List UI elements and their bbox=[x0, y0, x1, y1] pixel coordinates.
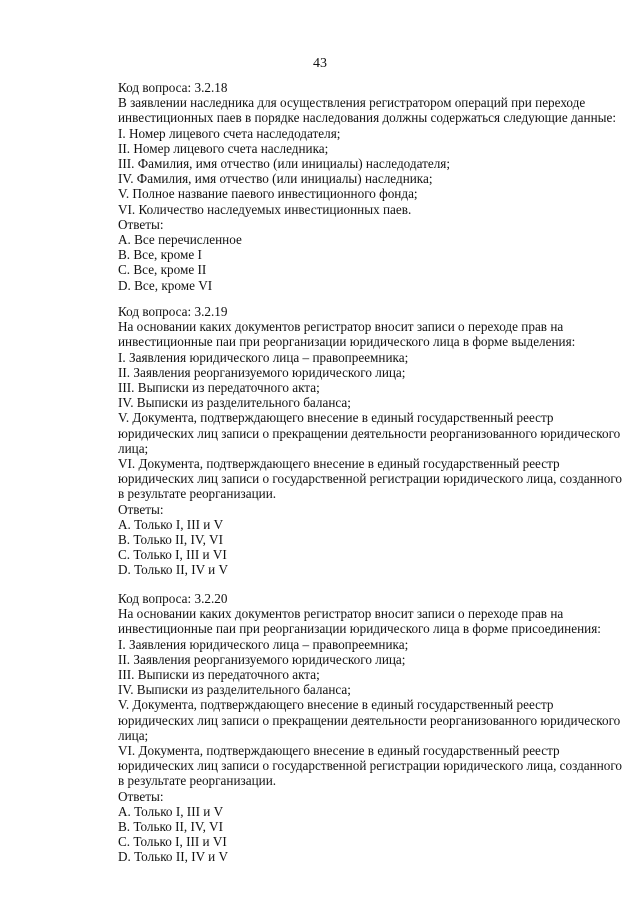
question-item: I. Номер лицевого счета наследодателя; bbox=[118, 125, 341, 141]
question-item: II. Заявления реорганизуемого юридического лица; bbox=[118, 364, 406, 380]
question-item: юридических лиц записи о государственной регистрации юридического лица, созданного bbox=[118, 758, 623, 774]
question-item: II. Номер лицевого счета наследника; bbox=[118, 140, 329, 156]
question-item: IV. Выписки из разделительного баланса; bbox=[118, 682, 351, 698]
page-number: 43 bbox=[313, 56, 327, 71]
question-item: I. Заявления юридического лица – правопреемника; bbox=[118, 349, 409, 365]
answer-option: C. Только I, III и VI bbox=[118, 834, 227, 850]
question-item: юридических лиц записи о государственной регистрации юридического лица, созданного bbox=[118, 471, 623, 487]
answer-option: C. Только I, III и VI bbox=[118, 547, 227, 563]
question-item: VI. Количество наследуемых инвестиционных паев. bbox=[118, 201, 412, 217]
question-item: IV. Выписки из разделительного баланса; bbox=[118, 395, 351, 411]
question-text-line: инвестиционные паи при реорганизации юридического лица в форме присоединения: bbox=[118, 621, 601, 637]
answers-label: Ответы: bbox=[118, 788, 164, 804]
answer-option: C. Все, кроме II bbox=[118, 262, 207, 278]
question-item: юридических лиц записи о прекращении деятельности реорганизованного юридического bbox=[118, 712, 621, 728]
answer-option: D. Все, кроме VI bbox=[118, 277, 213, 293]
question-code: Код вопроса: 3.2.19 bbox=[118, 304, 228, 319]
question-code: Код вопроса: 3.2.18 bbox=[118, 80, 228, 95]
question-item: V. Документа, подтверждающего внесение в единый государственный реестр bbox=[118, 410, 554, 426]
question-block-3-2-19 bbox=[118, 304, 623, 578]
question-item: юридических лиц записи о прекращении деятельности реорганизованного юридического bbox=[118, 425, 621, 441]
question-text-line: В заявлении наследника для осуществления регистратором операций при переходе bbox=[118, 95, 586, 111]
question-item: в результате реорганизации. bbox=[118, 486, 277, 502]
question-item: VI. Документа, подтверждающего внесение в единый государственный реестр bbox=[118, 456, 560, 472]
answer-option: A. Все перечисленное bbox=[118, 232, 242, 248]
question-item: V. Документа, подтверждающего внесение в единый государственный реестр bbox=[118, 697, 554, 713]
question-text-line: инвестиционные паи при реорганизации юридического лица в форме выделения: bbox=[118, 334, 576, 350]
question-item: I. Заявления юридического лица – правопреемника; bbox=[118, 636, 409, 652]
question-item: VI. Документа, подтверждающего внесение в единый государственный реестр bbox=[118, 743, 560, 759]
question-item: III. Выписки из передаточного акта; bbox=[118, 380, 320, 396]
answer-option: B. Только II, IV, VI bbox=[118, 819, 223, 835]
question-item: в результате реорганизации. bbox=[118, 773, 277, 789]
answer-option: D. Только II, IV и V bbox=[118, 562, 229, 578]
question-item: V. Полное название паевого инвестиционного фонда; bbox=[118, 186, 418, 202]
question-text-line: На основании каких документов регистратор вносит записи о переходе прав на bbox=[118, 606, 564, 622]
answer-option: A. Только I, III и V bbox=[118, 516, 224, 532]
answers-label: Ответы: bbox=[118, 501, 164, 517]
question-item: лица; bbox=[118, 440, 149, 456]
question-item: лица; bbox=[118, 727, 149, 743]
answer-option: B. Только II, IV, VI bbox=[118, 532, 223, 548]
answer-option: B. Все, кроме I bbox=[118, 247, 202, 263]
answer-option: A. Только I, III и V bbox=[118, 803, 224, 819]
answers-label: Ответы: bbox=[118, 216, 164, 232]
question-text-line: На основании каких документов регистратор вносит записи о переходе прав на bbox=[118, 319, 564, 335]
question-item: III. Выписки из передаточного акта; bbox=[118, 667, 320, 683]
question-text-line: инвестиционных паев в порядке наследования должны содержаться следующие данные: bbox=[118, 110, 617, 126]
question-item: II. Заявления реорганизуемого юридического лица; bbox=[118, 651, 406, 667]
question-block-3-2-20 bbox=[118, 591, 623, 865]
question-item: III. Фамилия, имя отчество (или инициалы) наследодателя; bbox=[118, 156, 451, 172]
question-block-3-2-18 bbox=[118, 80, 618, 293]
answer-option: D. Только II, IV и V bbox=[118, 849, 229, 865]
question-code: Код вопроса: 3.2.20 bbox=[118, 591, 228, 606]
question-item: IV. Фамилия, имя отчество (или инициалы) наследника; bbox=[118, 171, 433, 187]
